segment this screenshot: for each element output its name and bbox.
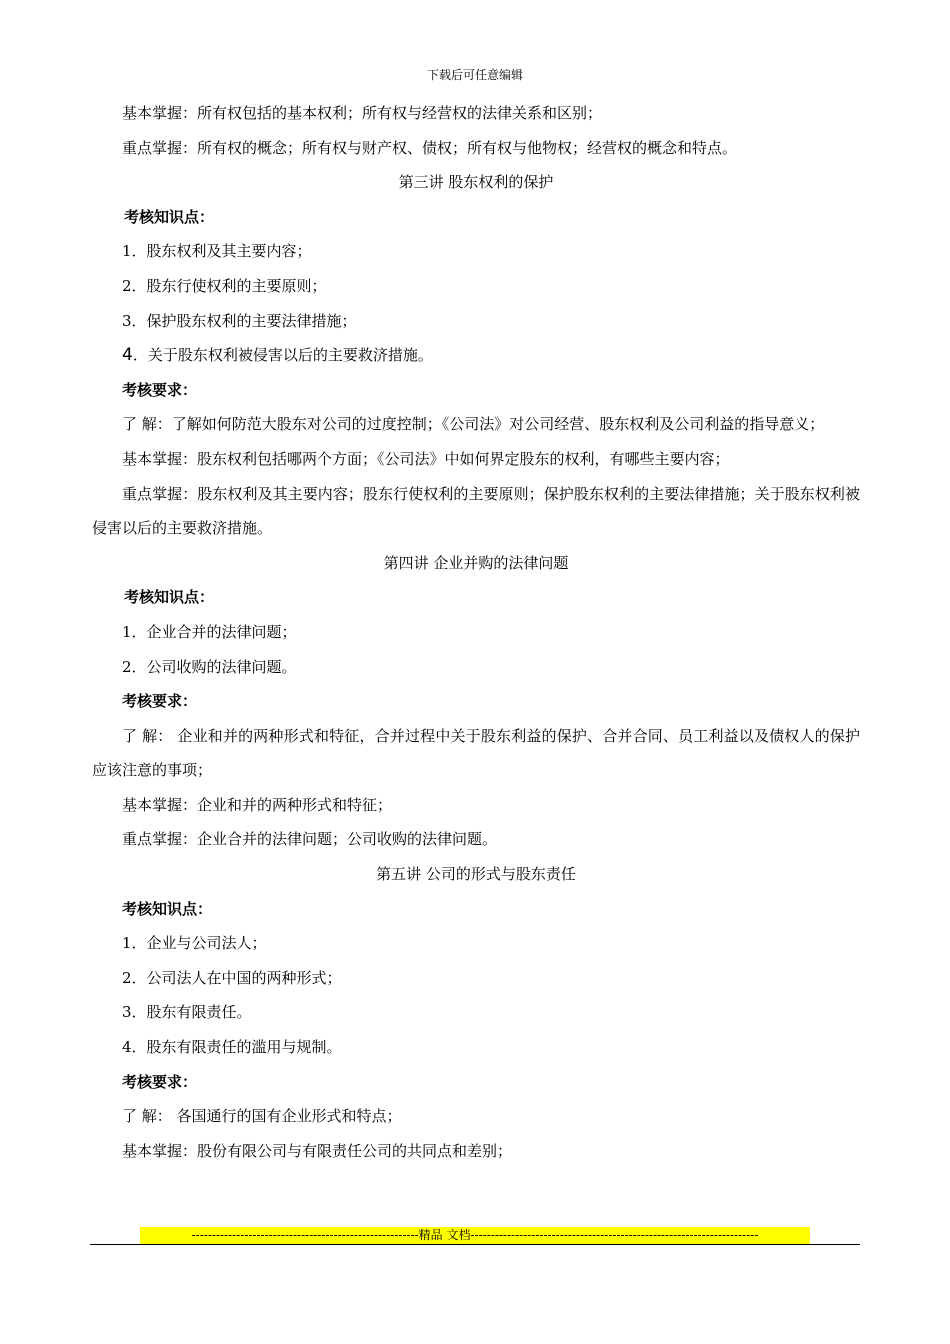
section-4-understand: 了 解： 企业和并的两种形式和特征，合并过程中关于股东利益的保护、合并合同、员工利益以及债权人的保护应该注意的事项； xyxy=(92,726,860,780)
section-5-title: 第五讲 公司的形式与股东责任 xyxy=(376,865,576,884)
section-5-knowledge-item-4: 4．股东有限责任的滥用与规制。 xyxy=(122,1038,342,1057)
section-4-knowledge-item-2: 2．公司收购的法律问题。 xyxy=(122,657,297,676)
section-3-knowledge-item-4 xyxy=(92,338,860,373)
section-5-knowledge-label: 考核知识点： xyxy=(122,899,213,918)
section-3-title: 第三讲 股东权利的保护 xyxy=(398,173,554,192)
section-5-understand: 了 解： 各国通行的国有企业形式和特点； xyxy=(122,1107,402,1126)
section-4-basic-mastery: 基本掌握：企业和并的两种形式和特征； xyxy=(122,795,393,814)
section-3-understand: 了 解：了解如何防范大股东对公司的过度控制；《公司法》对公司经营、股东权利及公司利益的指导意义； xyxy=(122,415,825,434)
section-3-knowledge-item-1: 1．股东权利及其主要内容； xyxy=(122,242,312,261)
section-5-knowledge-item-2: 2．公司法人在中国的两种形式； xyxy=(122,968,342,987)
section-3-item-4-number: 4 xyxy=(122,345,133,366)
footer-divider xyxy=(90,1244,860,1245)
key-mastery-ownership: 重点掌握：所有权的概念；所有权与财产权、债权；所有权与他物权；经营权的概念和特点。 xyxy=(122,138,738,157)
section-3-knowledge-item-3: 3．保护股东权利的主要法律措施； xyxy=(122,311,357,330)
section-5-basic-mastery: 基本掌握：股份有限公司与有限责任公司的共同点和差别； xyxy=(122,1141,513,1160)
section-4-knowledge-label: 考核知识点： xyxy=(124,588,215,607)
section-4-knowledge-item-1: 1．企业合并的法律问题； xyxy=(122,622,297,641)
section-3-key-mastery: 重点掌握：股东权利及其主要内容；股东行使权利的主要原则；保护股东权利的主要法律措施；关于股东权利被侵害以后的主要救济措施。 xyxy=(92,484,860,538)
section-3-knowledge-item-2: 2．股东行使权利的主要原则； xyxy=(122,276,327,295)
section-5-requirements-label: 考核要求： xyxy=(122,1072,198,1091)
page-header-note: 下载后可任意编辑 xyxy=(426,68,523,82)
section-5-knowledge-item-1: 1．企业与公司法人； xyxy=(122,934,267,953)
section-5-knowledge-item-3: 3．股东有限责任。 xyxy=(122,1003,252,1022)
document-body xyxy=(92,96,860,1168)
section-3-requirements-label: 考核要求： xyxy=(122,380,198,399)
section-3-knowledge-label: 考核知识点： xyxy=(124,207,215,226)
section-4-requirements-label: 考核要求： xyxy=(122,692,198,711)
footer-highlight-banner: --------------------------------------------------------精品 文档----------------------------------------------------------------------- xyxy=(140,1227,810,1244)
section-3-item-4-text: ．关于股东权利被侵害以后的主要救济措施。 xyxy=(132,346,433,365)
section-4-title: 第四讲 企业并购的法律问题 xyxy=(383,553,569,572)
basic-mastery-ownership: 基本掌握：所有权包括的基本权利；所有权与经营权的法律关系和区别； xyxy=(122,104,603,122)
section-3-basic-mastery: 基本掌握：股东权利包括哪两个方面；《公司法》中如何界定股东的权利，有哪些主要内容； xyxy=(122,449,730,468)
section-4-key-mastery: 重点掌握：企业合并的法律问题；公司收购的法律问题。 xyxy=(122,830,498,849)
